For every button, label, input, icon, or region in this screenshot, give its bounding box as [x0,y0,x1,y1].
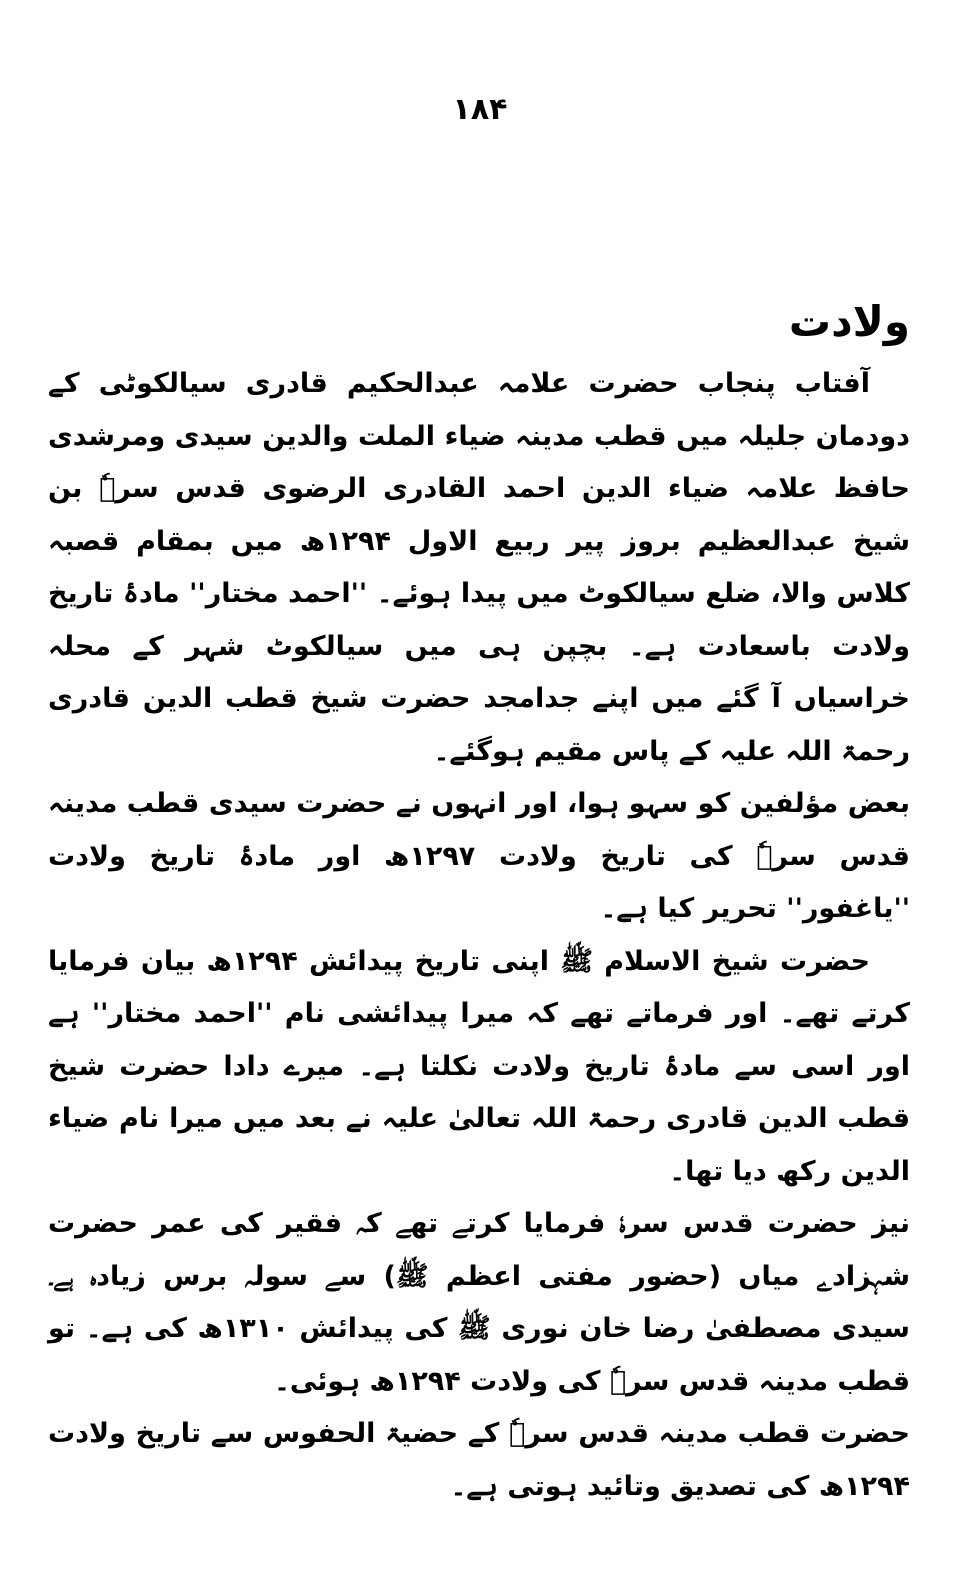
page-number: ۱۸۴ [452,92,508,127]
page-content [48,292,910,1513]
section-heading: ولادت [788,297,910,346]
paragraph-birth: آفتاب پنجاب حضرت علامہ عبدالحکیم قادری سیالکوٹی کے دودمان جلیلہ میں قطب مدینہ ضیاء الملت والدین سیدی ومرشدی حافظ علامہ ضیاء الدین احمد القادری الرضوی قدس سرہٗ بن شیخ عبدالعظیم بروز پیر ربیع الاول ۱۲۹۴ھ میں بمقام قصبہ کلاس والا، ضلع سیالکوٹ میں پیدا ہوئے۔ ''احمد مختار'' مادۂ تاریخ ولادت باسعادت ہے۔ بچپن ہی میں سیالکوٹ شہر کے محلہ خراسیاں آ گئے میں اپنے جدامجد حضرت شیخ قطب الدین قادری رحمۃ اللہ علیہ کے پاس مقیم ہوگئے۔ [48,368,910,767]
paragraph-shaikh-statement: حضرت شیخ الاسلام ﷺ اپنی تاریخ پیدائش ۱۲۹۴ھ بیان فرمایا کرتے تھے۔ اور فرماتے تھے کہ میرا پیدائشی نام ''احمد مختار'' ہے اور اسی سے مادۂ تاریخ ولادت نکلتا ہے۔ میرے دادا حضرت شیخ قطب الدین قادری رحمۃ اللہ تعالیٰ علیہ نے بعد میں میرا نام ضیاء الدین رکھ دیا تھا۔ [48,945,910,1187]
paragraph-correction: بعض مؤلفین کو سہو ہوا، اور انہوں نے حضرت سیدی قطب مدینہ قدس سرہٗ کی تاریخ ولادت ۱۲۹۷ھ اور مادۂ تاریخ ولادت ''یاغفور'' تحریر کیا ہے۔ [48,788,910,924]
paragraph-confirmation: حضرت قطب مدینہ قدس سرہٗ کے حضیۃ الحفوس سے تاریخ ولادت ۱۲۹۴ھ کی تصدیق وتائید ہوتی ہے۔ [48,1418,910,1502]
paragraph-age-comparison: نیز حضرت قدس سرہٗ فرمایا کرتے تھے کہ فقیر کی عمر حضرت شہزادے میاں (حضور مفتی اعظم ﷺ) سے سولہ برس زیادہ ہے۔ سیدی مصطفیٰ رضا خان نوری ﷺ کی پیدائش ۱۳۱۰ھ کی ہے۔ تو قطب مدینہ قدس سرہٗ کی ولادت ۱۲۹۴ھ ہوئی۔ [48,1208,910,1397]
